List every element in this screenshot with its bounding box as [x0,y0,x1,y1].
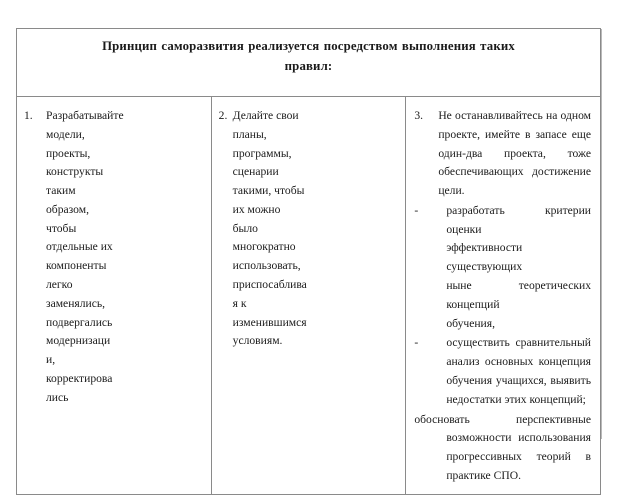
numbered-item-3 [414,107,591,201]
dash-item-2 [414,334,591,409]
dash-marker-icon: - [414,203,419,217]
text-line: программы, [232,146,292,160]
text-line: обосновать перспективные [414,412,591,426]
text-line: Не останавливайтесь на одном [438,109,591,122]
text-line: использовать, [232,259,301,273]
table-cell-rule-3 [406,97,601,495]
text-line: проекты, [46,146,91,160]
text-line: такими, чтобы [232,184,305,198]
text-line: модернизаци [46,334,111,348]
text-line: прогрессивных теорий в [446,450,591,464]
text-line: было [232,221,258,235]
text-line: осуществить сравнительный [446,336,591,350]
text-line: условиям. [232,334,283,348]
text-line: планы, [232,127,267,141]
table-cell-rule-1 [17,97,212,495]
principles-table [16,28,601,495]
text-line: корректирова [46,371,113,385]
text-line: чтобы [46,221,77,235]
rule-3-text [438,107,591,201]
text-line: недостатки этих концепций; [446,392,586,406]
text-line: практике СПО. [446,468,521,482]
text-line: обучения учащихся, выявить [446,373,591,387]
text-line: таким [46,184,76,198]
dash-item-1 [414,202,591,333]
text-line: Разрабатывайте [46,109,124,122]
numbered-item-1 [24,107,204,408]
dash-item-1-text [446,202,591,333]
rule-2-text [233,107,399,351]
text-line: возможности использования [446,431,591,445]
text-line: заменялись, [46,296,106,310]
text-line: компоненты [46,259,107,273]
text-line: я к [232,296,247,310]
header-line-2: правил: [284,58,333,73]
list-marker-3: 3. [414,109,424,122]
text-line: многократно [232,240,296,254]
table-cell-rule-2 [211,97,406,495]
text-line: один-два проекта, тоже [438,146,591,160]
table-header-cell [17,29,601,97]
header-line-1: Принцип саморазвития реализуется посредством выполнения таких [102,39,515,53]
list-marker-1: 1. [24,109,33,122]
text-line: отдельные их [46,240,113,254]
text-line: приспосаблива [232,278,307,292]
text-line: модели, [46,127,85,141]
table-body-row [17,97,601,495]
text-line: изменившимся [232,315,307,329]
text-line: легко [46,278,73,292]
text-line: проекте, имейте в запасе еще [438,127,591,141]
text-line: сценарии [232,165,279,179]
text-line: анализ основных концепция [446,355,591,369]
text-line: разработать критерии оценки [446,203,591,236]
text-line: конструкты [46,165,104,179]
text-line: подвергались [46,315,113,329]
rule-1-lines [46,107,204,408]
closing-paragraph [414,411,591,486]
text-line: лись [46,390,69,404]
rule-2-lines [233,107,399,351]
dash-item-2-text [446,334,591,409]
list-marker-2: 2. [218,109,228,122]
numbered-item-2 [219,107,399,351]
text-line: ныне теоретических концепций [446,279,591,311]
text-line: и, [46,353,56,367]
text-line: Делайте свои [232,109,299,122]
table-container [16,28,601,482]
text-line: обеспечивающих достижение [438,165,591,179]
rule-1-text [46,107,204,408]
text-line: образом, [46,202,89,216]
text-line: цели. [438,184,465,198]
dash-marker-icon: - [414,336,419,350]
text-line: их можно [232,202,281,216]
table-header-row [17,29,601,97]
text-line: эффективности существующих [446,241,523,274]
text-line: обучения, [446,316,495,330]
